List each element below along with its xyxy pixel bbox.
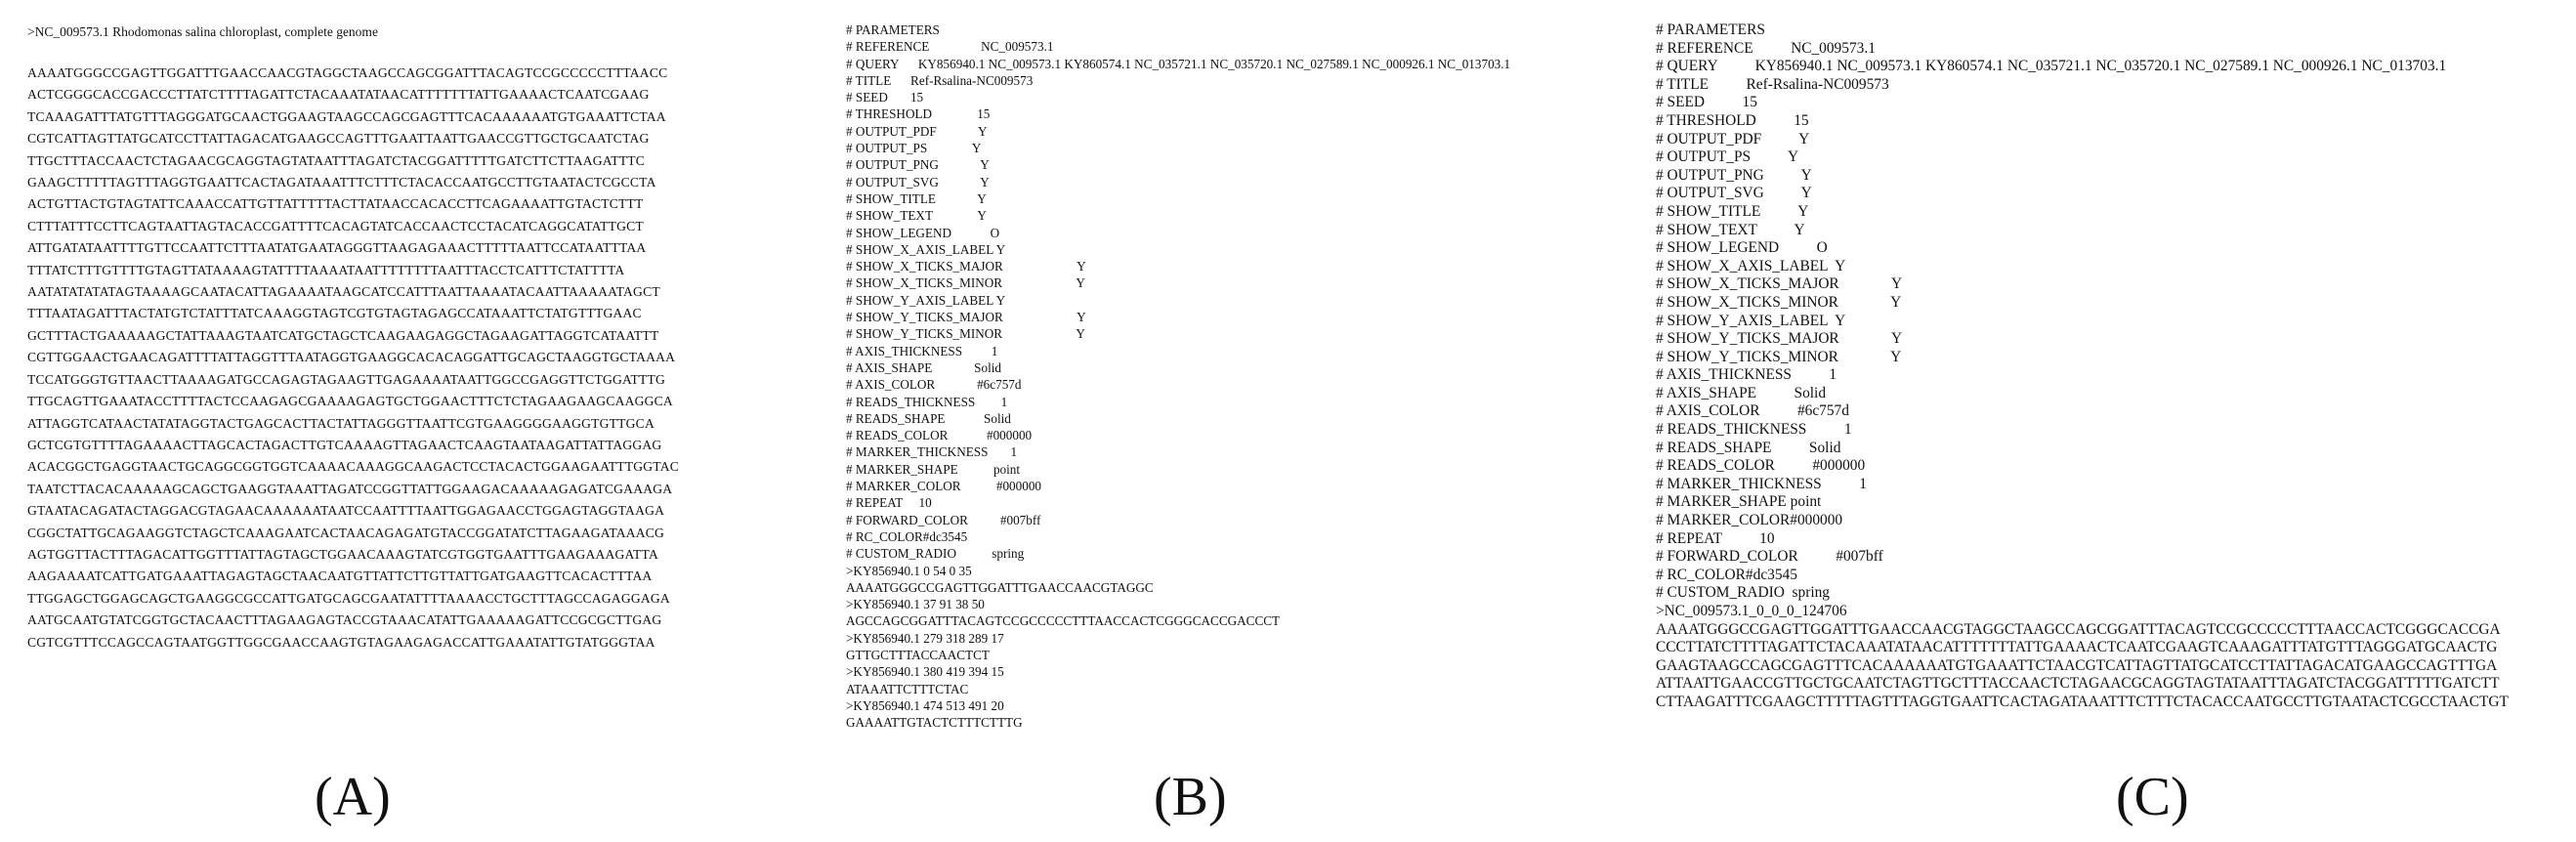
- text-line: # RC_COLOR#dc3545: [1656, 566, 1797, 583]
- text-line: # AXIS_SHAPE Solid: [1656, 384, 1827, 401]
- text-line: # THRESHOLD 15: [846, 106, 991, 122]
- sequence-line: AATGCAATGTATCGGTGCTACAACTTTAGAAGAGTACCGTAAACATATTGAAAAAGATTCCGCGCTTGAG: [27, 612, 662, 628]
- text-line: # READS_THICKNESS 1: [1656, 421, 1852, 439]
- sequence-line: TTTAATAGATTTACTATGTCTATTTATCAAAGGTAGTCGTGTAGTAGAGCCATAAATTCTATGTTTGAAC: [27, 306, 642, 321]
- sequence-line: CGTCGTTTCCAGCCAGTAATGGTTGGCGAACCAAGTGTAGAAGAGACCATTGAAATATTGTATGGGTAA: [27, 634, 655, 650]
- fasta-header: >NC_009573.1 Rhodomonas salina chloroplast, complete genome: [27, 24, 378, 39]
- text-line: # AXIS_SHAPE Solid: [846, 359, 1002, 375]
- text-line: CTTAAGATTTCGAAGCTTTTTAGTTTAGGTGAATTCACTAGATAAATTTCTTTCTACACCAATGCCTTGTAATACTCGCCTAACTGT: [1656, 693, 2509, 710]
- caption-c: (C): [2116, 767, 2189, 827]
- parameter-listing: [1656, 21, 2574, 712]
- text-line: # READS_COLOR #000000: [846, 428, 1033, 443]
- text-line: # MARKER_COLOR #000000: [846, 479, 1042, 494]
- text-line: # OUTPUT_PNG Y: [846, 157, 990, 173]
- sequence-line: TTGGAGCTGGAGCAGCTGAAGGCGCCATTGATGCAGCGAATATTTTAAAACCTGCTTTAGCCAGAGGAGA: [27, 590, 670, 606]
- parameter-listing: [846, 21, 1588, 731]
- text-line: AGCCAGCGGATTTACAGTCCGCCCCCTTTAACCACTCGGGCACCGACCCT: [846, 613, 1281, 629]
- text-line: # SEED 15: [846, 90, 924, 105]
- text-line: # OUTPUT_SVG Y: [1656, 185, 1812, 202]
- sequence-line: ATTGATATAATTTTGTTCCAATTCTTTAATATGAATAGGGTTAAGAGAAACTTTTTAATTCCATAATTTAA: [27, 240, 647, 256]
- sequence-line: ACTCGGGCACCGACCCTTATCTTTTAGATTCTACAAATATAACATTTTTTTATTGAAAACTCAATCGAAG: [27, 87, 650, 103]
- sequence-line: GCTTTACTGAAAAAGCTATTAAAGTAATCATGCTAGCTCAAGAAGAGGCTAGAAGATTAGGTCATAATTT: [27, 327, 659, 343]
- text-line: # READS_COLOR #000000: [1656, 457, 1866, 475]
- text-line: # OUTPUT_PS Y: [846, 141, 982, 156]
- text-line: >KY856940.1 37 91 38 50: [846, 597, 985, 612]
- sequence-line: CGTTGGAACTGAACAGATTTTATTAGGTTTAATAGGTGAAGGCACACAGGATTGCAGCTAAGGTGCTAAAA: [27, 350, 676, 365]
- panel-c-parameters: [1656, 21, 2574, 712]
- text-line: # OUTPUT_PS Y: [1656, 148, 1799, 166]
- sequence-line: TTGCTTTACCAACTCTAGAACGCAGGTAGTATAATTTAGATCTACGGATTTTTGATCTTCTTAAGATTTC: [27, 152, 646, 168]
- text-line: # FORWARD_COLOR #007bff: [1656, 548, 1883, 566]
- text-line: # READS_THICKNESS 1: [846, 394, 1008, 409]
- sequence-line: CGGCTATTGCAGAAGGTCTAGCTCAAAGAATCACTAACAGAGATGTACCGGATATCTTAGAAGATAAACG: [27, 525, 665, 540]
- text-line: CCCTTATCTTTTAGATTCTACAAATATAACATTTTTTTATTGAAAACTCAATCGAAGTCAAAGATTTATGTTTAGGGATGCAACTG: [1656, 639, 2498, 656]
- text-line: AAAATGGGCCGAGTTGGATTTGAACCAACGTAGGC: [846, 579, 1154, 595]
- sequence-line: TCAAAGATTTATGTTTAGGGATGCAACTGGAAGTAAGCCAGCGAGTTTCACAAAAAATGTGAAATTCTAA: [27, 108, 666, 124]
- fasta-sequence: [27, 63, 740, 653]
- text-line: # AXIS_THICKNESS 1: [846, 343, 998, 358]
- text-line: # RC_COLOR#dc3545: [846, 528, 968, 544]
- text-line: # OUTPUT_SVG Y: [846, 174, 990, 189]
- sequence-line: TTGCAGTTGAAATACCTTTTACTCCAAGAGCGAAAAGAGTGCTGGAACTTTCTCTAGAAGAAGCAAGGCA: [27, 394, 673, 409]
- text-line: # MARKER_THICKNESS 1: [1656, 475, 1867, 492]
- text-line: # AXIS_COLOR #6c757d: [1656, 402, 1849, 420]
- sequence-line: ATTAGGTCATAACTATATAGGTACTGAGCACTTACTATTAGGGTTAATTCGTGAAGGGGAAGGTGTTGCA: [27, 415, 655, 431]
- caption-b: (B): [1154, 767, 1227, 827]
- text-line: # SHOW_X_TICKS_MINOR Y: [846, 275, 1085, 291]
- sequence-line: GTAATACAGATACTAGGACGTAGAACAAAAAATAATCCAATTTTAATTGGAGAACCTGGAGTAGGTAAGA: [27, 503, 665, 519]
- text-line: # CUSTOM_RADIO spring: [1656, 584, 1831, 602]
- caption-a: (A): [315, 767, 391, 827]
- text-line: # THRESHOLD 15: [1656, 111, 1809, 129]
- panel-b-parameters: [846, 21, 1588, 731]
- sequence-line: GAAGCTTTTTAGTTTAGGTGAATTCACTAGATAAATTTCTTTCTACACCAATGCCTTGTAATACTCGCCTA: [27, 175, 656, 190]
- text-line: # MARKER_SHAPE point: [846, 461, 1021, 477]
- text-line: # SHOW_LEGEND O: [846, 225, 1000, 240]
- text-line: # SHOW_X_TICKS_MINOR Y: [1656, 293, 1902, 311]
- text-line: # SHOW_X_AXIS_LABEL Y: [1656, 257, 1846, 274]
- sequence-line: GCTCGTGTTTTAGAAAACTTAGCACTAGACTTGTCAAAAGTTAGAACTCAAGTAATAAGATTATTAGGAG: [27, 437, 662, 452]
- text-line: # MARKER_SHAPE point: [1656, 493, 1822, 511]
- text-line: # REPEAT 10: [1656, 529, 1775, 547]
- text-line: # TITLE Ref-Rsalina-NC009573: [846, 72, 1034, 88]
- text-line: # REFERENCE NC_009573.1: [1656, 39, 1876, 57]
- text-line: # SHOW_LEGEND O: [1656, 239, 1828, 257]
- text-line: >KY856940.1 0 54 0 35: [846, 563, 972, 578]
- text-line: # SHOW_Y_TICKS_MINOR Y: [1656, 348, 1902, 365]
- text-line: # REPEAT 10: [846, 495, 932, 511]
- text-line: # QUERY KY856940.1 NC_009573.1 KY860574.1 NC_035721.1 NC_035720.1 NC_027589.1 NC_000926.1 NC_013703.1: [1656, 58, 2447, 75]
- sequence-line: ACACGGCTGAGGTAACTGCAGGCGGTGGTCAAAACAAAGGCAAGACTCCTACACTGGAAGAATTTGGTAC: [27, 459, 680, 475]
- text-line: # FORWARD_COLOR #007bff: [846, 512, 1041, 527]
- text-line: # READS_SHAPE Solid: [846, 410, 1011, 426]
- sequence-line: AATATATATATAGTAAAAGCAATACATTAGAAAATAAGCATCCATTTAATTAAAATACAATTAAAAATAGCT: [27, 284, 660, 300]
- panel-a-fasta: [27, 23, 740, 653]
- text-line: # PARAMETERS: [1656, 21, 1765, 38]
- text-line: # SHOW_X_TICKS_MAJOR Y: [846, 259, 1086, 274]
- text-line: # AXIS_THICKNESS 1: [1656, 366, 1837, 384]
- text-line: AAAATGGGCCGAGTTGGATTTGAACCAACGTAGGCTAAGCCAGCGGATTTACAGTCCGCCCCCTTTAACCACTCGGGCACCGA: [1656, 620, 2501, 638]
- text-line: # MARKER_THICKNESS 1: [846, 444, 1018, 460]
- text-line: # SHOW_Y_TICKS_MINOR Y: [846, 326, 1085, 342]
- sequence-line: TCCATGGGTGTTAACTTAAAAGATGCCAGAGTAGAAGTTGAGAAAATAATTGGCCGAGGTTCTGGATTTG: [27, 371, 666, 387]
- text-line: >NC_009573.1_0_0_0_124706: [1656, 603, 1847, 619]
- text-line: ATAAATTCTTTCTAC: [846, 681, 969, 696]
- text-line: # SHOW_TEXT Y: [1656, 221, 1805, 238]
- text-line: # QUERY KY856940.1 NC_009573.1 KY860574.1 NC_035721.1 NC_035720.1 NC_027589.1 NC_000926.1 NC_013703.1: [846, 56, 1511, 71]
- text-line: ATTAATTGAACCGTTGCTGCAATCTAGTTGCTTTACCAACTCTAGAACGCAGGTAGTATAATTTAGATCTACGGATTTTTGATCTT: [1656, 675, 2500, 693]
- sequence-line: AAAATGGGCCGAGTTGGATTTGAACCAACGTAGGCTAAGCCAGCGGATTTACAGTCCGCCCCCTTTAACC: [27, 65, 668, 80]
- text-line: # SHOW_X_TICKS_MAJOR Y: [1656, 275, 1903, 293]
- text-line: # REFERENCE NC_009573.1: [846, 39, 1054, 55]
- text-line: # READS_SHAPE Solid: [1656, 439, 1841, 456]
- text-line: GAAGTAAGCCAGCGAGTTTCACAAAAAATGTGAAATTCTAACGTCATTAGTTATGCATCCTTATTAGACATGAAGCCAGTTTGA: [1656, 656, 2498, 674]
- text-line: # MARKER_COLOR#000000: [1656, 512, 1843, 529]
- text-line: >KY856940.1 380 419 394 15: [846, 664, 1004, 680]
- text-line: # SHOW_Y_TICKS_MAJOR Y: [1656, 330, 1903, 348]
- text-line: GAAAATTGTACTCTTTCTTTG: [846, 715, 1023, 731]
- sequence-line: ACTGTTACTGTAGTATTCAAACCATTGTTATTTTTACTTATAACCACACCTTCAGAAAATTGTACTCTTT: [27, 196, 644, 212]
- text-line: # SHOW_X_AXIS_LABEL Y: [846, 241, 1006, 257]
- text-line: # OUTPUT_PDF Y: [1656, 130, 1810, 147]
- text-line: # SEED 15: [1656, 94, 1757, 111]
- sequence-line: AGTGGTTACTTTAGACATTGGTTTATTAGTAGCTGGAACAAAGTATCGTGGTGAATTTGAAGAAAGATTA: [27, 546, 658, 562]
- sequence-line: AAGAAAATCATTGATGAAATTAGAGTAGCTAACAATGTTATTCTTGTTATTGATGAAGTTCACACTTTAA: [27, 568, 653, 584]
- text-line: # SHOW_TEXT Y: [846, 208, 987, 224]
- text-line: # SHOW_Y_TICKS_MAJOR Y: [846, 310, 1086, 325]
- sequence-line: TTTATCTTTGTTTTGTAGTTATAAAAGTATTTTAAAATAATTTTTTTTAATTTACCTCATTTCTATTTTA: [27, 262, 625, 277]
- text-line: GTTGCTTTACCAACTCT: [846, 647, 990, 662]
- text-line: # SHOW_Y_AXIS_LABEL Y: [846, 292, 1006, 308]
- text-line: # OUTPUT_PNG Y: [1656, 166, 1812, 184]
- text-line: # SHOW_TITLE Y: [846, 190, 987, 206]
- text-line: # SHOW_TITLE Y: [1656, 202, 1809, 220]
- text-line: >KY856940.1 279 318 289 17: [846, 630, 1004, 646]
- text-line: # TITLE Ref-Rsalina-NC009573: [1656, 75, 1889, 93]
- sequence-line: TAATCTTACACAAAAAGCAGCTGAAGGTAAATTAGATCCGGTTATTGGAAGACAAAAAGAGATCGAAAGA: [27, 481, 673, 496]
- text-line: # CUSTOM_RADIO spring: [846, 546, 1025, 562]
- text-line: >KY856940.1 474 513 491 20: [846, 697, 1004, 713]
- sequence-line: CGTCATTAGTTATGCATCCTTATTAGACATGAAGCCAGTTTGAATTAATTGAACCGTTGCTGCAATCTAG: [27, 131, 650, 147]
- text-line: # PARAMETERS: [846, 22, 940, 37]
- text-line: # SHOW_Y_AXIS_LABEL Y: [1656, 312, 1846, 329]
- sequence-line: CTTTATTTCCTTCAGTAATTAGTACACCGATTTTCACAGTATCACCAACTCCTACATCAGGCATATTGCT: [27, 218, 644, 233]
- text-line: # OUTPUT_PDF Y: [846, 123, 988, 139]
- text-line: # AXIS_COLOR #6c757d: [846, 377, 1022, 393]
